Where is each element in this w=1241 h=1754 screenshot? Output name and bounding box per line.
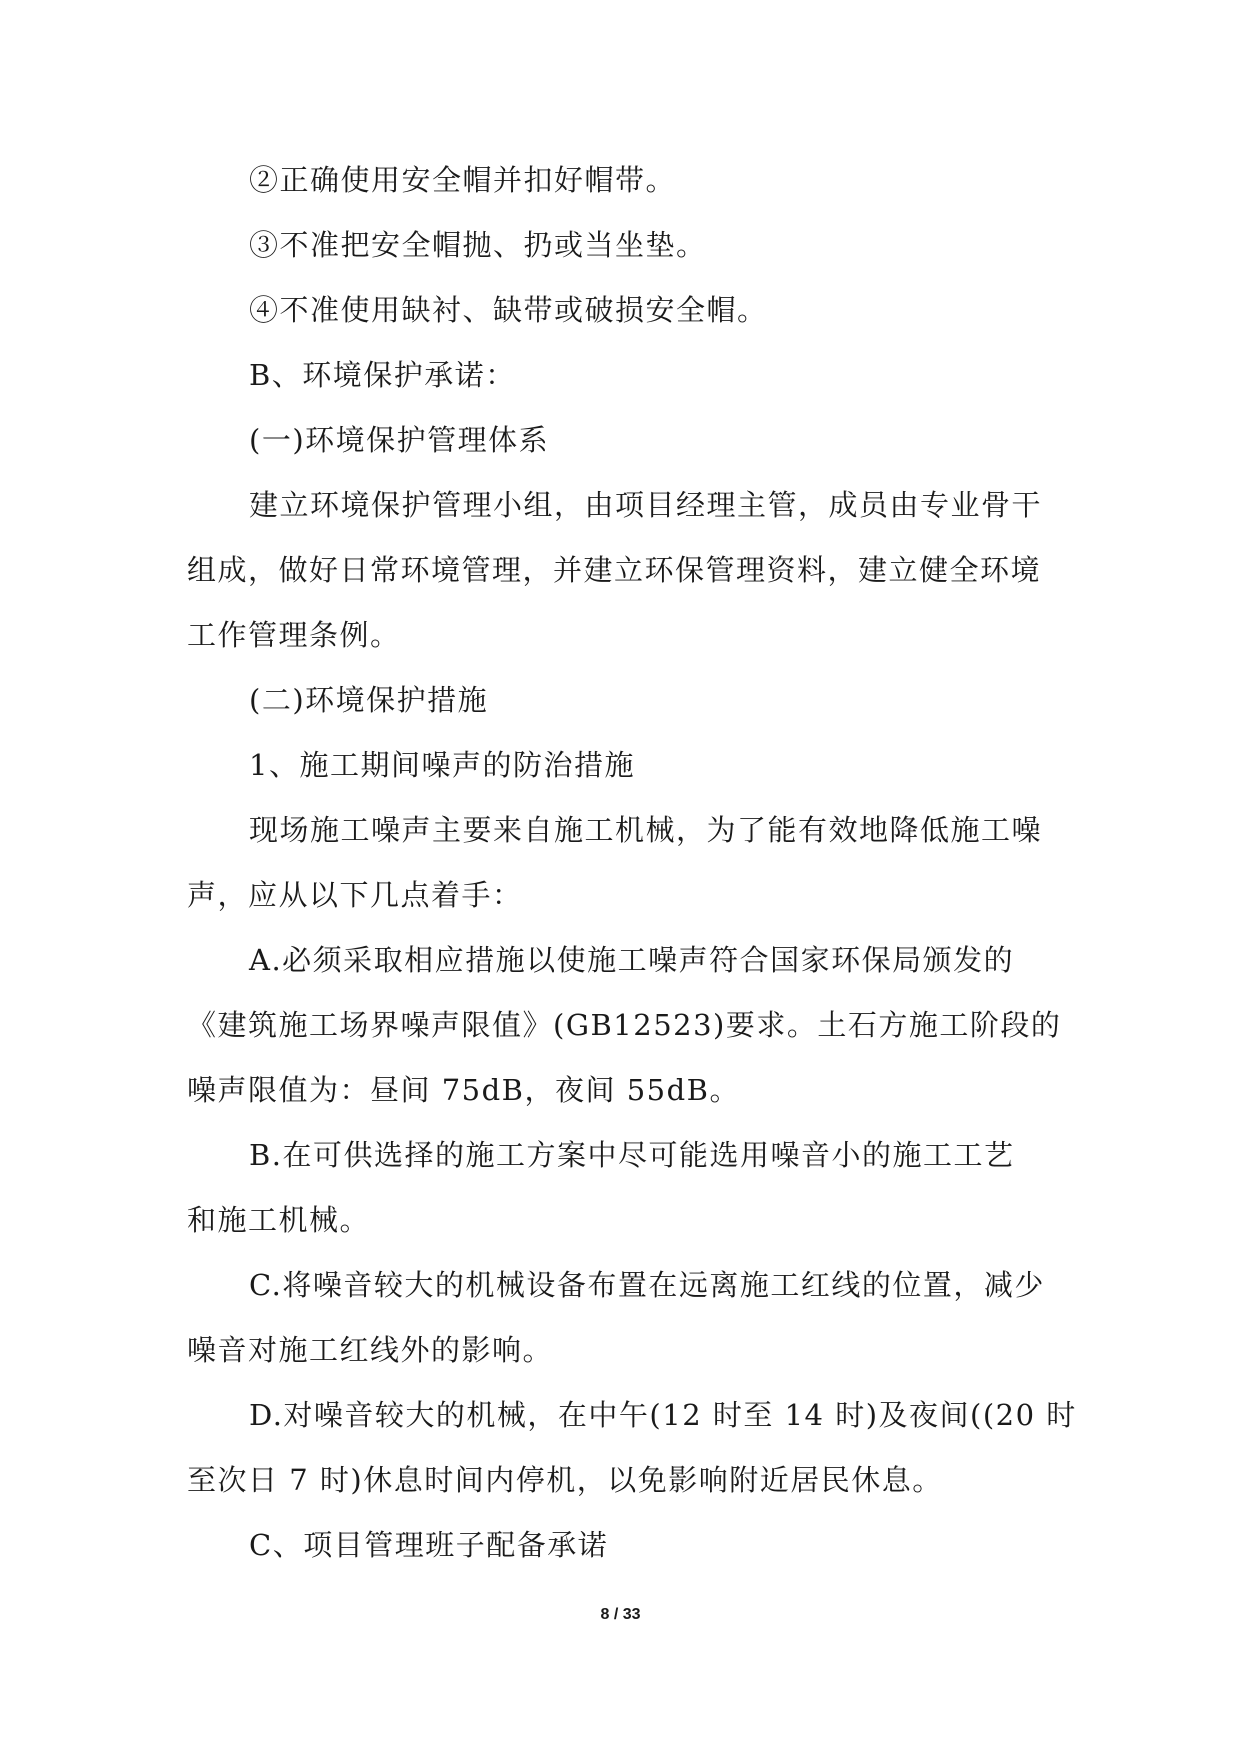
page-number: 8 / 33 bbox=[600, 1606, 641, 1623]
paragraph-line: 工作管理条例。 bbox=[187, 618, 401, 652]
paragraph bbox=[187, 1513, 1057, 1578]
paragraph-line: 现场施工噪声主要来自施工机械，为了能有效地降低施工噪 bbox=[249, 813, 1043, 847]
paragraph bbox=[187, 733, 1057, 798]
paragraph bbox=[187, 1383, 1077, 1513]
paragraph bbox=[187, 213, 1057, 278]
paragraph-line: ②正确使用安全帽并扣好帽带。 bbox=[249, 163, 677, 197]
paragraph bbox=[187, 148, 1057, 213]
paragraph-line: A.必须采取相应措施以使施工噪声符合国家环保局颁发的 bbox=[249, 943, 1015, 977]
paragraph-line: 《建筑施工场界噪声限值》(GB12523)要求。土石方施工阶段的 bbox=[187, 1008, 1062, 1042]
paragraph bbox=[187, 408, 1057, 473]
paragraph bbox=[187, 668, 1057, 733]
paragraph bbox=[187, 928, 1062, 1123]
paragraph-line: 1、施工期间噪声的防治措施 bbox=[249, 748, 635, 782]
paragraph-line: (二)环境保护措施 bbox=[249, 683, 489, 717]
paragraph-line: B.在可供选择的施工方案中尽可能选用噪音小的施工工艺 bbox=[249, 1138, 1015, 1172]
paragraph-line: C.将噪音较大的机械设备布置在远离施工红线的位置，减少 bbox=[249, 1268, 1045, 1302]
paragraph-line: 建立环境保护管理小组，由项目经理主管，成员由专业骨干 bbox=[249, 488, 1043, 522]
paragraph bbox=[187, 343, 1057, 408]
paragraph-line: 噪音对施工红线外的影响。 bbox=[187, 1333, 554, 1367]
paragraph-line: ③不准把安全帽抛、扔或当坐垫。 bbox=[249, 228, 707, 262]
paragraph-line: (一)环境保护管理体系 bbox=[249, 423, 550, 457]
paragraph-line: D.对噪音较大的机械，在中午(12 时至 14 时)及夜间((20 时 bbox=[249, 1398, 1077, 1432]
paragraph-line: 至次日 7 时)休息时间内停机，以免影响附近居民休息。 bbox=[187, 1463, 943, 1497]
paragraph-line: 和施工机械。 bbox=[187, 1203, 371, 1237]
document-body bbox=[187, 148, 1077, 1578]
paragraph-line: 声，应从以下几点着手： bbox=[187, 878, 523, 912]
paragraph-line: 噪声限值为：昼间 75dB，夜间 55dB。 bbox=[187, 1073, 740, 1107]
paragraph bbox=[187, 798, 1057, 928]
paragraph bbox=[187, 1123, 1057, 1253]
paragraph-line: 组成，做好日常环境管理，并建立环保管理资料，建立健全环境 bbox=[187, 553, 1042, 587]
paragraph bbox=[187, 473, 1057, 668]
paragraph bbox=[187, 1253, 1057, 1383]
paragraph-line: ④不准使用缺衬、缺带或破损安全帽。 bbox=[249, 293, 768, 327]
paragraph-line: C、项目管理班子配备承诺 bbox=[249, 1528, 609, 1562]
paragraph-line: B、环境保护承诺： bbox=[249, 358, 516, 392]
paragraph bbox=[187, 278, 1057, 343]
